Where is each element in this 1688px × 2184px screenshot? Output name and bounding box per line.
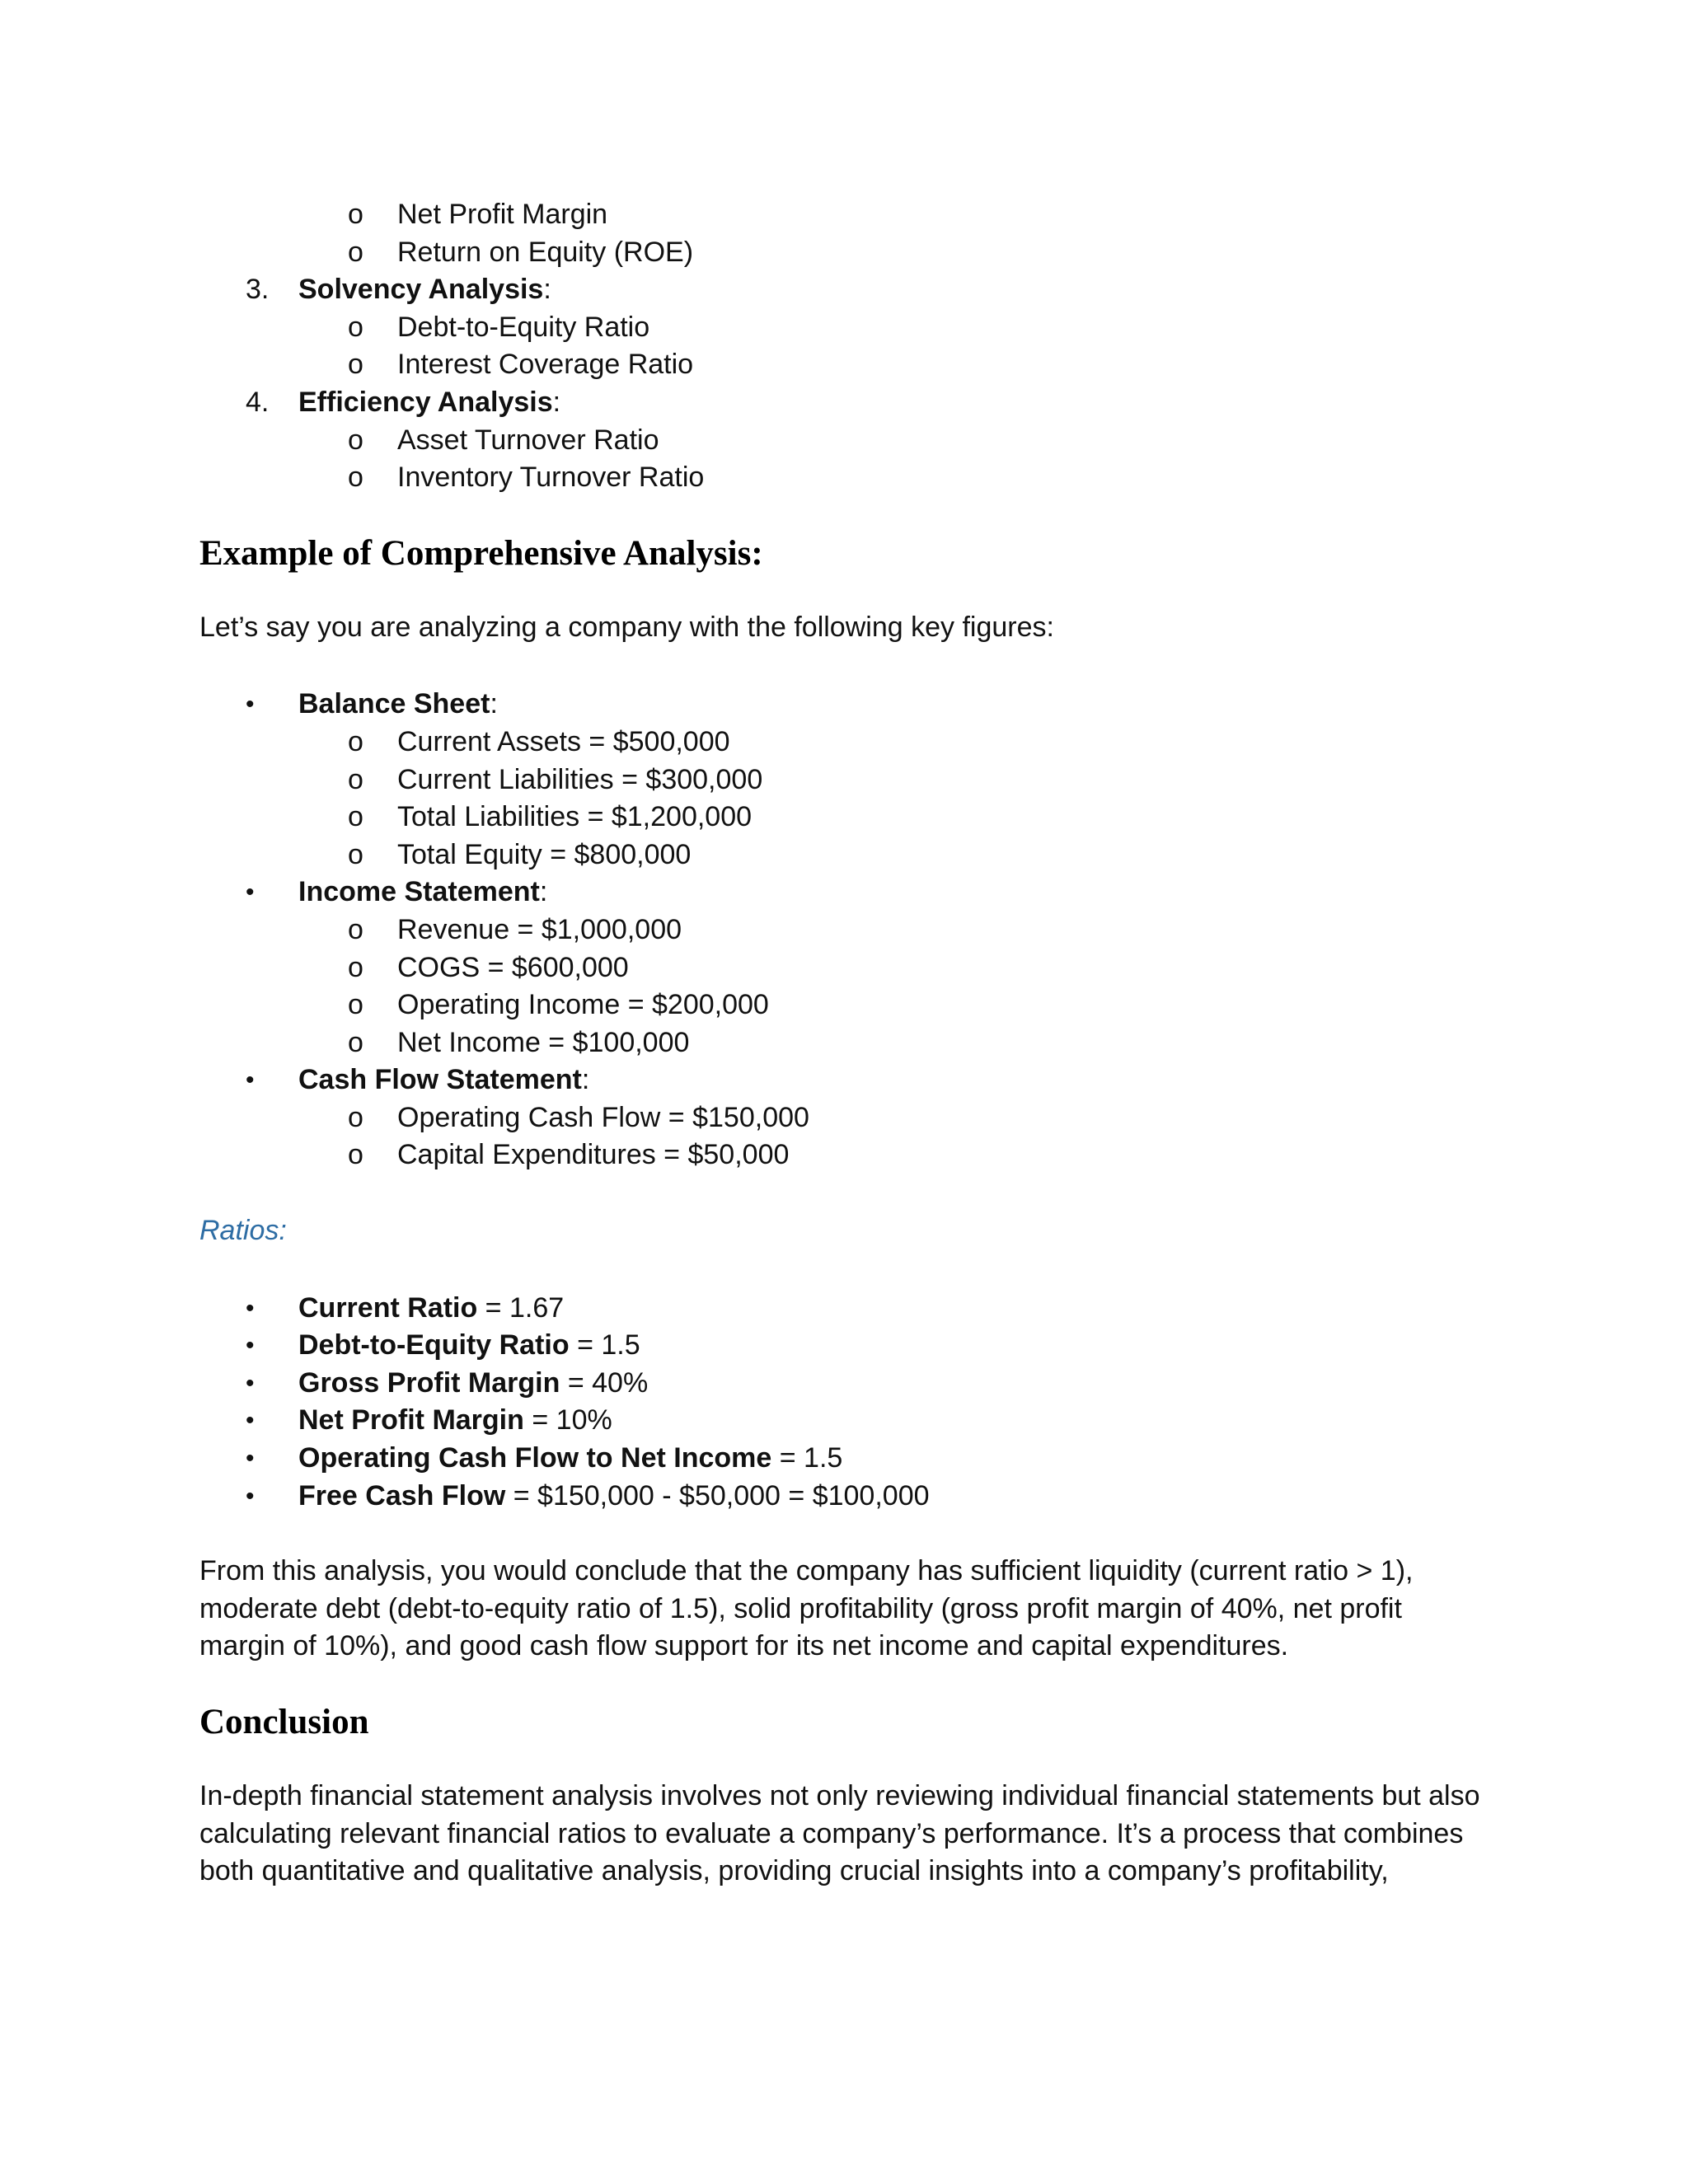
ratio-item <box>199 1327 1518 1365</box>
analysis-paragraph <box>199 1553 1518 1666</box>
ratio-item <box>199 1365 1518 1403</box>
bullet-marker: • <box>246 1066 255 1094</box>
bullet-marker: • <box>246 1445 255 1473</box>
sub-bullet-marker: o <box>348 424 363 456</box>
ratio-value: = 1.5 <box>771 1442 843 1474</box>
bullet-marker: • <box>246 1369 255 1397</box>
sub-bullet-marker: o <box>348 951 363 983</box>
ratio-item <box>199 1402 1518 1440</box>
bullet-marker: • <box>246 691 255 719</box>
sub-list-item-text: Current Assets = $500,000 <box>397 725 730 757</box>
bullet-suffix: : <box>581 1064 590 1096</box>
ratio-label: Current Ratio <box>298 1291 478 1324</box>
list-item-suffix: : <box>543 274 551 306</box>
conclusion-paragraph <box>199 1778 1518 1891</box>
ratio-item <box>199 1440 1518 1478</box>
sub-bullet-marker: o <box>348 236 363 268</box>
sub-bullet-marker: o <box>348 725 363 757</box>
sub-list-item <box>199 346 1518 384</box>
list-number: 3. <box>246 274 270 306</box>
sub-list-item-text: Debt-to-Equity Ratio <box>397 311 650 343</box>
sub-list-item-text: Total Equity = $800,000 <box>397 838 692 870</box>
ratio-value: = 10% <box>523 1404 612 1436</box>
ratio-label: Net Profit Margin <box>298 1404 524 1436</box>
list-item-label: Efficiency Analysis <box>298 386 553 418</box>
paragraph-line: both quantitative and qualitative analysis, providing crucial insights into a company’s profitability, <box>199 1855 1389 1887</box>
sub-list-item <box>199 987 1518 1024</box>
sub-bullet-marker: o <box>348 989 363 1021</box>
ratio-value: = 40% <box>560 1366 649 1399</box>
bullet-label: Balance Sheet <box>298 688 490 720</box>
list-item-suffix: : <box>552 386 561 418</box>
list-number: 4. <box>246 386 270 418</box>
sub-list-item <box>199 196 1518 234</box>
sub-list-item <box>199 1099 1518 1137</box>
intro-paragraph: Let’s say you are analyzing a company with the following key figures: <box>199 611 1054 643</box>
bullet-item-income-statement <box>199 874 1518 912</box>
sub-list-item-text: Net Income = $100,000 <box>397 1026 690 1058</box>
numbered-list-item-solvency <box>199 271 1518 309</box>
sub-bullet-marker: o <box>348 763 363 795</box>
sub-bullet-marker: o <box>348 801 363 833</box>
sub-list-item-text: Current Liabilities = $300,000 <box>397 763 763 795</box>
sub-list-item <box>199 912 1518 949</box>
ratio-value: = 1.5 <box>569 1329 640 1361</box>
sub-list-item <box>199 1024 1518 1062</box>
sub-bullet-marker: o <box>348 1101 363 1133</box>
paragraph-line: margin of 10%), and good cash flow support for its net income and capital expenditures. <box>199 1630 1289 1662</box>
sub-list-item <box>199 234 1518 272</box>
bullet-item-balance-sheet <box>199 686 1518 724</box>
bullet-label: Cash Flow Statement <box>298 1064 582 1096</box>
sub-list-item <box>199 459 1518 497</box>
ratio-label: Free Cash Flow <box>298 1479 506 1511</box>
sub-list-item-text: Operating Income = $200,000 <box>397 989 769 1021</box>
bullet-suffix: : <box>539 876 548 908</box>
ratio-value: = $150,000 - $50,000 = $100,000 <box>505 1479 930 1511</box>
sub-bullet-marker: o <box>348 311 363 343</box>
sub-list-item-text: Net Profit Margin <box>397 199 608 230</box>
bullet-label: Income Statement <box>298 876 540 908</box>
bullet-item-cash-flow-statement <box>199 1062 1518 1099</box>
ratios-subheading: Ratios: <box>199 1215 287 1247</box>
paragraph-line: In-depth financial statement analysis involves not only reviewing individual financial statements but also <box>199 1780 1480 1811</box>
sub-bullet-marker: o <box>348 913 363 945</box>
paragraph-line: calculating relevant financial ratios to evaluate a company’s performance. It’s a process that combines <box>199 1817 1464 1849</box>
bullet-marker: • <box>246 1294 255 1322</box>
sub-bullet-marker: o <box>348 199 363 230</box>
list-item-label: Solvency Analysis <box>298 274 544 306</box>
section-heading-conclusion: Conclusion <box>199 1703 369 1741</box>
sub-list-item <box>199 724 1518 762</box>
section-heading-example: Example of Comprehensive Analysis: <box>199 533 763 573</box>
sub-bullet-marker: o <box>348 1139 363 1171</box>
sub-bullet-marker: o <box>348 1026 363 1058</box>
bullet-suffix: : <box>490 688 498 720</box>
sub-list-item-text: Capital Expenditures = $50,000 <box>397 1139 790 1171</box>
sub-list-item <box>199 762 1518 799</box>
sub-bullet-marker: o <box>348 349 363 381</box>
sub-list-item-text: Return on Equity (ROE) <box>397 236 694 268</box>
numbered-list-item-efficiency <box>199 384 1518 422</box>
ratio-label: Operating Cash Flow to Net Income <box>298 1442 772 1474</box>
bullet-marker: • <box>246 1407 255 1435</box>
sub-list-item-text: COGS = $600,000 <box>397 951 629 983</box>
paragraph-line: From this analysis, you would conclude that the company has sufficient liquidity (current ratio > 1), <box>199 1555 1414 1587</box>
sub-list-item-text: Revenue = $1,000,000 <box>397 913 682 945</box>
bullet-marker: • <box>246 1332 255 1360</box>
sub-list-item-text: Interest Coverage Ratio <box>397 349 694 381</box>
sub-list-item-text: Operating Cash Flow = $150,000 <box>397 1101 809 1133</box>
ratio-item <box>199 1478 1518 1516</box>
sub-list-item <box>199 1137 1518 1174</box>
ratio-item <box>199 1290 1518 1328</box>
paragraph-line: moderate debt (debt-to-equity ratio of 1.5), solid profitability (gross profit margin of 40%, net profit <box>199 1592 1402 1624</box>
sub-list-item <box>199 799 1518 837</box>
ratio-value: = 1.67 <box>477 1291 565 1324</box>
ratio-label: Debt-to-Equity Ratio <box>298 1329 570 1361</box>
ratio-label: Gross Profit Margin <box>298 1366 560 1399</box>
sub-list-item <box>199 309 1518 347</box>
sub-list-item <box>199 422 1518 460</box>
document-content <box>199 196 1518 1891</box>
sub-list-item-text: Inventory Turnover Ratio <box>397 462 705 494</box>
sub-bullet-marker: o <box>348 838 363 870</box>
bullet-marker: • <box>246 879 255 907</box>
sub-list-item <box>199 837 1518 874</box>
bullet-marker: • <box>246 1482 255 1510</box>
sub-list-item <box>199 949 1518 987</box>
sub-list-item-text: Asset Turnover Ratio <box>397 424 659 456</box>
sub-list-item-text: Total Liabilities = $1,200,000 <box>397 801 753 833</box>
sub-bullet-marker: o <box>348 462 363 494</box>
